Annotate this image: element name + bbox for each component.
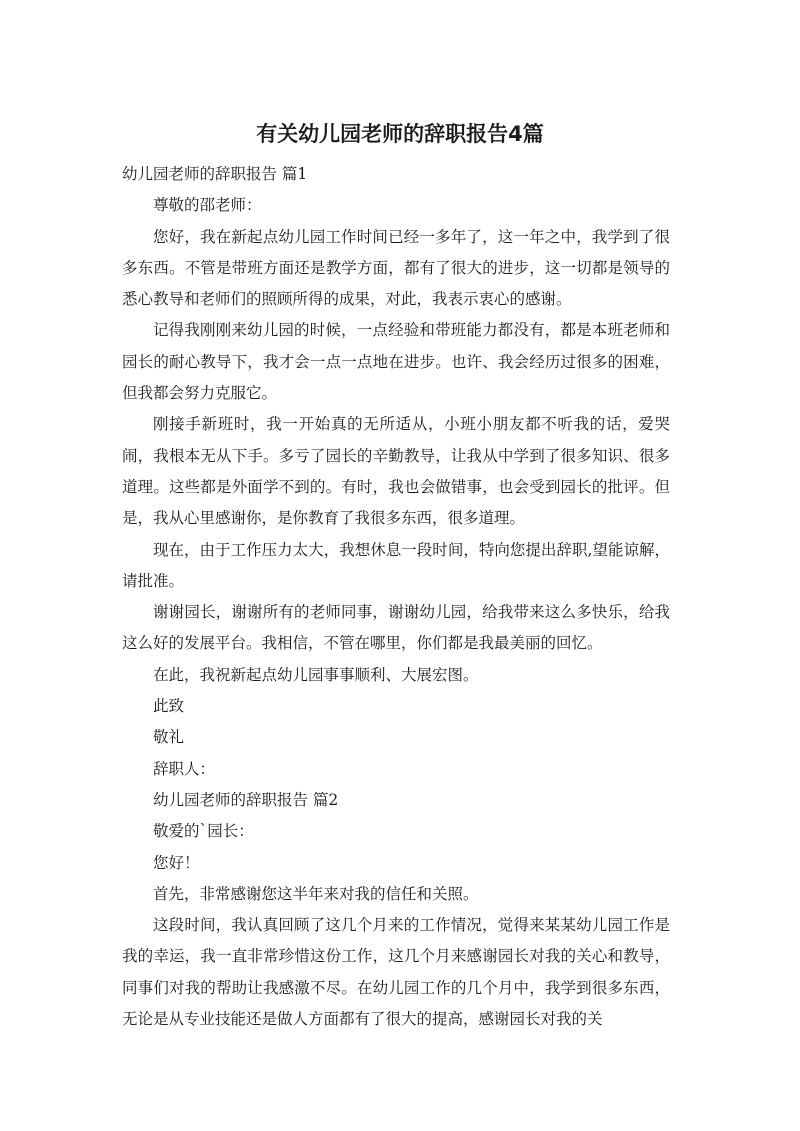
section-heading-1: 幼儿园老师的辞职报告 篇1 [122, 165, 308, 183]
paragraph: 在此，我祝新起点幼儿园事事顺利、大展宏图。 [153, 665, 479, 684]
paragraph: 这段时间，我认真回顾了这几个月来的工作情况，觉得来某某幼儿园工作是我的幸运，我一直非常珍惜这份工作，这几个月来感谢园长对我的关心和教导，同事们对我的帮助让我感激不尽。在幼儿园工作的几个月中，我学到很多东西，无论是从专业技能还是做人方面都有了很大的提高，感谢园长对我的关 [122, 916, 670, 1029]
document-title: 有关幼儿园老师的辞职报告4篇 [256, 122, 544, 146]
salutation: 敬爱的`园长： [153, 822, 254, 841]
greeting: 您好！ [153, 853, 200, 872]
paragraph: 谢谢园长，谢谢所有的老师同事，谢谢幼儿园，给我带来这么多快乐，给我这么好的发展平台。我相信，不管在哪里，你们都是我最美丽的回忆。 [122, 603, 670, 653]
paragraph: 刚接手新班时，我一开始真的无所适从，小班小朋友都不听我的话，爱哭闹，我根本无从下手。多亏了园长的辛勤教导，让我从中学到了很多知识、很多道理。这些都是外面学不到的。有时，我也会做错事，也会受到园长的批评。但是，我从心里感谢你，是你教育了我很多东西，很多道理。 [122, 415, 670, 528]
paragraph: 记得我刚刚来幼儿园的时候，一点经验和带班能力都没有，都是本班老师和园长的耐心教导下，我才会一点一点地在进步。也许、我会经历过很多的困难，但我都会努力克服它。 [122, 321, 670, 403]
paragraph: 您好，我在新起点幼儿园工作时间已经一多年了，这一年之中，我学到了很多东西。不管是带班方面还是教学方面，都有了很大的进步，这一切都是领导的悉心教导和老师们的照顾所得的成果，对此，我表示衷心的感谢。 [122, 227, 670, 309]
paragraph: 现在，由于工作压力太大，我想休息一段时间，特向您提出辞职,望能谅解，请批准。 [122, 540, 670, 590]
paragraph: 首先，非常感谢您这半年来对我的信任和关照。 [153, 884, 479, 903]
closing-line: 敬礼 [153, 728, 185, 747]
closing-line: 此致 [153, 697, 185, 716]
section-heading-2: 幼儿园老师的辞职报告 篇2 [153, 790, 339, 809]
signature-line: 辞职人： [153, 759, 216, 778]
salutation: 尊敬的邵老师： [153, 196, 262, 215]
document-body [122, 159, 670, 1035]
